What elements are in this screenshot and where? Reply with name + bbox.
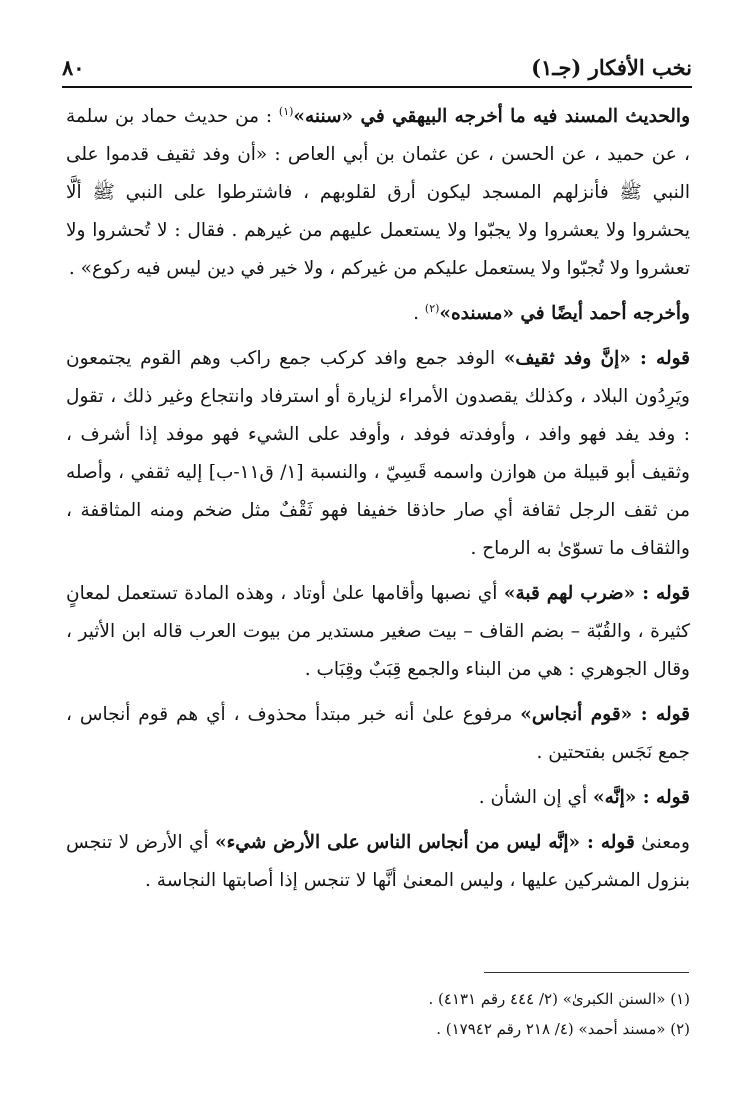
footnote-ref: (١)	[278, 104, 294, 118]
footnote-separator	[484, 972, 689, 973]
paragraph-anjas	[66, 696, 690, 772]
paragraph-ahmad	[66, 295, 690, 333]
footnote-1: (١) «السنن الكبرىٰ» (٢/ ٤٤٤ رقم ٤١٣١) .	[428, 990, 690, 1008]
paragraph-text: أي إن الشأن .	[478, 787, 588, 808]
book-title: نخب الأفكار (جـ١)	[531, 55, 692, 80]
paragraph-innahu	[66, 779, 690, 817]
paragraph-lead: قوله : «قوم أنجاس»	[520, 704, 690, 725]
footnotes	[66, 984, 690, 1044]
paragraph-wafd-thaqif	[66, 340, 690, 568]
main-text	[66, 98, 690, 907]
paragraph-meaning	[66, 824, 690, 900]
page-number: ٨٠	[62, 55, 85, 80]
paragraph-qubba	[66, 575, 690, 689]
footnote-2: (٢) «مسند أحمد» (٤/ ٢١٨ رقم ١٧٩٤٢) .	[436, 1020, 690, 1038]
paragraph-text: أي الأرض لا تنجس بنزول المشركين عليها ، وليس المعنىٰ أنَّها لا تنجس إذا أصابتها النجاسة .	[66, 832, 690, 891]
running-header	[62, 42, 692, 86]
footnote-ref: (٢)	[424, 301, 440, 315]
paragraph-lead: قوله : «إنَّه ليس من أنجاس الناس على الأرض شيء»	[215, 832, 635, 853]
header-rule	[62, 86, 692, 88]
paragraph-lead: قوله : «إنَّه»	[593, 787, 690, 808]
paragraph-pre: ومعنىٰ	[641, 832, 690, 853]
paragraph-lead: قوله : «إنَّ وفد ثقيف»	[503, 348, 690, 369]
paragraph-text: الوفد جمع وافد كركب جمع راكب وهم القوم يجتمعون ويَرِدُون البلاد ، وكذلك يقصدون الأمراء لزيارة أو استرفاد وانتجاع وغير ذلك ، تقول : وفد يفد فهو وافد ، وأوفدته فوفد ، وأوفد على الشيء فهو موفد إذا أشرف ، وثقيف أبو قبيلة من هوازن واسمه قَسِيّ ، والنسبة [١/ ق١١-ب] إليه ثقفي ، وأصله من ثقف الرجل ثقافة أي صار حاذقا خفيفا فهو ثَقْفٌ مثل ضخم ومنه المثاقفة ، والثقاف ما تسوّىٰ به الرماح .	[66, 348, 690, 559]
paragraph-text: مرفوع علىٰ أنه خبر مبتدأ محذوف ، أي هم قوم أنجاس ، جمع نَجَس بفتحتين .	[66, 704, 690, 763]
paragraph-lead: قوله : «ضرب لهم قبة»	[503, 583, 690, 604]
paragraph-text: : من حديث حماد بن سلمة ، عن حميد ، عن الحسن ، عن عثمان بن أبي العاص : «أن وفد ثقيف قدموا على النبي ﷺ فأنزلهم المسجد ليكون أرق لقلوبهم ، فاشترطوا على النبي ﷺ ألَّا يحشروا ولا يعشروا ولا يجبّوا ولا يستعمل عليهم من غيرهم . فقال : لا تُحشروا ولا تعشروا ولا تُجبّوا ولا يستعمل عليكم من غيركم ، ولا خير في دين ليس فيه ركوع» .	[66, 106, 690, 279]
paragraph-lead: والحديث المسند فيه ما أخرجه البيهقي في «سننه»	[293, 106, 691, 127]
paragraph-text: أي نصبها وأقامها علىٰ أوتاد ، وهذه المادة تستعمل لمعانٍ كثيرة ، والقُبّة – بضم القاف – بيت صغير مستدير من بيوت العرب قاله ابن الأثير ، وقال الجوهري : هي من البناء والجمع قِبَبٌ وقِبَاب .	[66, 583, 690, 680]
paragraph-hadith	[66, 98, 690, 288]
paragraph-lead: وأخرجه أحمد أيضًا في «مسنده»	[439, 303, 690, 324]
paragraph-text: .	[413, 303, 420, 324]
